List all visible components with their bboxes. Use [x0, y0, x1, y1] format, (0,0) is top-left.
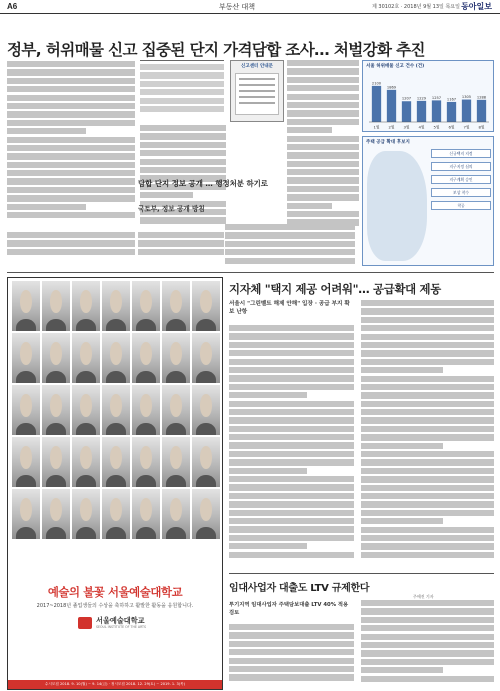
article-subhead: 담합 단지 정보 공개 … 행정처분 하기로 [138, 179, 268, 188]
section-divider [7, 272, 494, 273]
article-headline: 지자체 "택지 제공 어려워"… 공급확대 제동 [229, 282, 441, 296]
portrait-photo [72, 437, 100, 487]
article-body-column [7, 61, 135, 227]
data-label: 1257 [431, 95, 442, 100]
photo-caption: 신고센터 안내문 [241, 64, 273, 69]
article-body-column [138, 232, 224, 264]
tick-label: 7월 [463, 124, 470, 130]
portrait-photo [102, 281, 130, 331]
section-divider [229, 573, 494, 574]
article-body-column [229, 325, 354, 565]
flow-step: 신규택지 지정 [431, 149, 491, 158]
portrait-photo [162, 281, 190, 331]
portrait-photo [192, 437, 220, 487]
data-label: 1869 [386, 85, 397, 90]
portrait-photo [42, 437, 70, 487]
chart-title: 서울 허위매물 신고 건수 (건) [366, 64, 425, 69]
portrait-photo [12, 281, 40, 331]
bar [447, 102, 456, 122]
portrait-photo [12, 437, 40, 487]
data-label: 2100 [371, 81, 382, 86]
section-label: 부동산 대책 [219, 3, 256, 11]
article-body-column [229, 624, 354, 686]
article-body-column [225, 224, 355, 270]
university-logo [78, 615, 158, 631]
bar [417, 101, 426, 122]
portrait-photo [132, 385, 160, 435]
article-subhead: 서울시 "그린벨트 해제 안해" 입장 · 공급 부지 확보 난항 [229, 301, 350, 315]
main-headline: 정부, 허위매물 신고 집중된 단지 가격담합 조사… 처벌강화 추진 [7, 41, 425, 59]
portrait-photo [132, 489, 160, 539]
portrait-photo [42, 333, 70, 383]
tick-label: 6월 [448, 124, 455, 130]
portrait-photo [132, 437, 160, 487]
ad-subtitle: 2017~2018년 졸업생들의 수상을 축하하고 활발한 활동을 응원합니다. [36, 603, 194, 609]
article-body-column [361, 300, 494, 563]
portrait-photo [192, 333, 220, 383]
ad-title: 예술의 불꽃 서울예술대학교 [47, 585, 183, 599]
bar-chart [362, 60, 494, 132]
portrait-photo [72, 489, 100, 539]
news-photo [230, 60, 284, 122]
info-box [140, 60, 224, 120]
portrait-photo [192, 385, 220, 435]
document-image [235, 73, 279, 115]
region-map [367, 151, 427, 261]
data-label: 1305 [461, 95, 472, 100]
flow-step: 보상 착수 [431, 188, 491, 197]
portrait-photo [162, 437, 190, 487]
portrait-photo [192, 489, 220, 539]
logo-mark-icon [78, 617, 92, 629]
portrait-photo [162, 489, 190, 539]
data-label: 1229 [416, 96, 427, 101]
flow-step: 지구지정 심의 [431, 162, 491, 171]
portrait-photo [162, 333, 190, 383]
tick-label: 2월 [388, 124, 395, 130]
map-graphic [362, 136, 494, 266]
bar [372, 86, 381, 122]
bar [477, 100, 486, 122]
portrait-photo [42, 385, 70, 435]
bar [387, 90, 396, 122]
data-label: 1167 [446, 97, 457, 102]
portrait-photo [12, 385, 40, 435]
page-header [0, 0, 500, 14]
data-label: 1288 [476, 95, 487, 100]
tick-label: 8월 [478, 124, 485, 130]
bar [462, 100, 471, 122]
map-title: 주택 공급 확대 후보지 [366, 140, 410, 145]
portrait-photo [102, 385, 130, 435]
portrait-photo [132, 281, 160, 331]
chart-plot [365, 71, 493, 131]
tick-label: 4월 [418, 124, 425, 130]
tick-label: 1월 [373, 124, 380, 130]
tick-label: 3월 [403, 124, 410, 130]
portrait-photo [42, 281, 70, 331]
flow-step: 지구계획 승인 [431, 175, 491, 184]
article-body-column [361, 600, 494, 686]
portrait-photo [12, 333, 40, 383]
article-subhead: 국토부, 정보 공개 방침 [138, 205, 205, 213]
portrait-grid [12, 281, 220, 539]
portrait-photo [102, 333, 130, 383]
portrait-photo [132, 333, 160, 383]
info-box-text [140, 64, 224, 120]
portrait-photo [42, 489, 70, 539]
portrait-photo [72, 333, 100, 383]
issue-date: 제 30102호 · 2018년 9월 13일 목요일 [372, 4, 460, 10]
bar [432, 100, 441, 122]
portrait-photo [102, 437, 130, 487]
tick-label: 5월 [433, 124, 440, 130]
portrait-photo [72, 281, 100, 331]
portrait-photo [162, 385, 190, 435]
portrait-photo [72, 385, 100, 435]
portrait-photo [12, 489, 40, 539]
article-headline: 임대사업자 대출도 LTV 규제한다 [229, 583, 370, 594]
logo-name: 서울예술대학교 [96, 616, 145, 625]
advertisement [7, 277, 223, 690]
article-body-column [7, 232, 135, 264]
newspaper-logo: 동아일보 [461, 1, 492, 11]
byline: 주애진 기자 [413, 594, 434, 599]
process-flow [431, 149, 491, 214]
data-label: 1207 [401, 96, 412, 101]
ad-footer: 수시모집 2018. 9. 10(월) ~ 9. 14(금) · 정시모집 2018. 12. 29(토) ~ 2019. 1. 3(목) [8, 680, 222, 689]
portrait-photo [102, 489, 130, 539]
article-body-column [287, 60, 359, 228]
logo-english-name: SEOUL INSTITUTE OF THE ARTS [96, 625, 147, 629]
portrait-photo [192, 281, 220, 331]
page-number: A6 [7, 2, 18, 11]
flow-step: 착공 [431, 201, 491, 210]
bar [402, 101, 411, 122]
article-subhead: 투기지역 임대사업자 주택담보대출 LTV 40% 적용 검토 [229, 602, 349, 616]
